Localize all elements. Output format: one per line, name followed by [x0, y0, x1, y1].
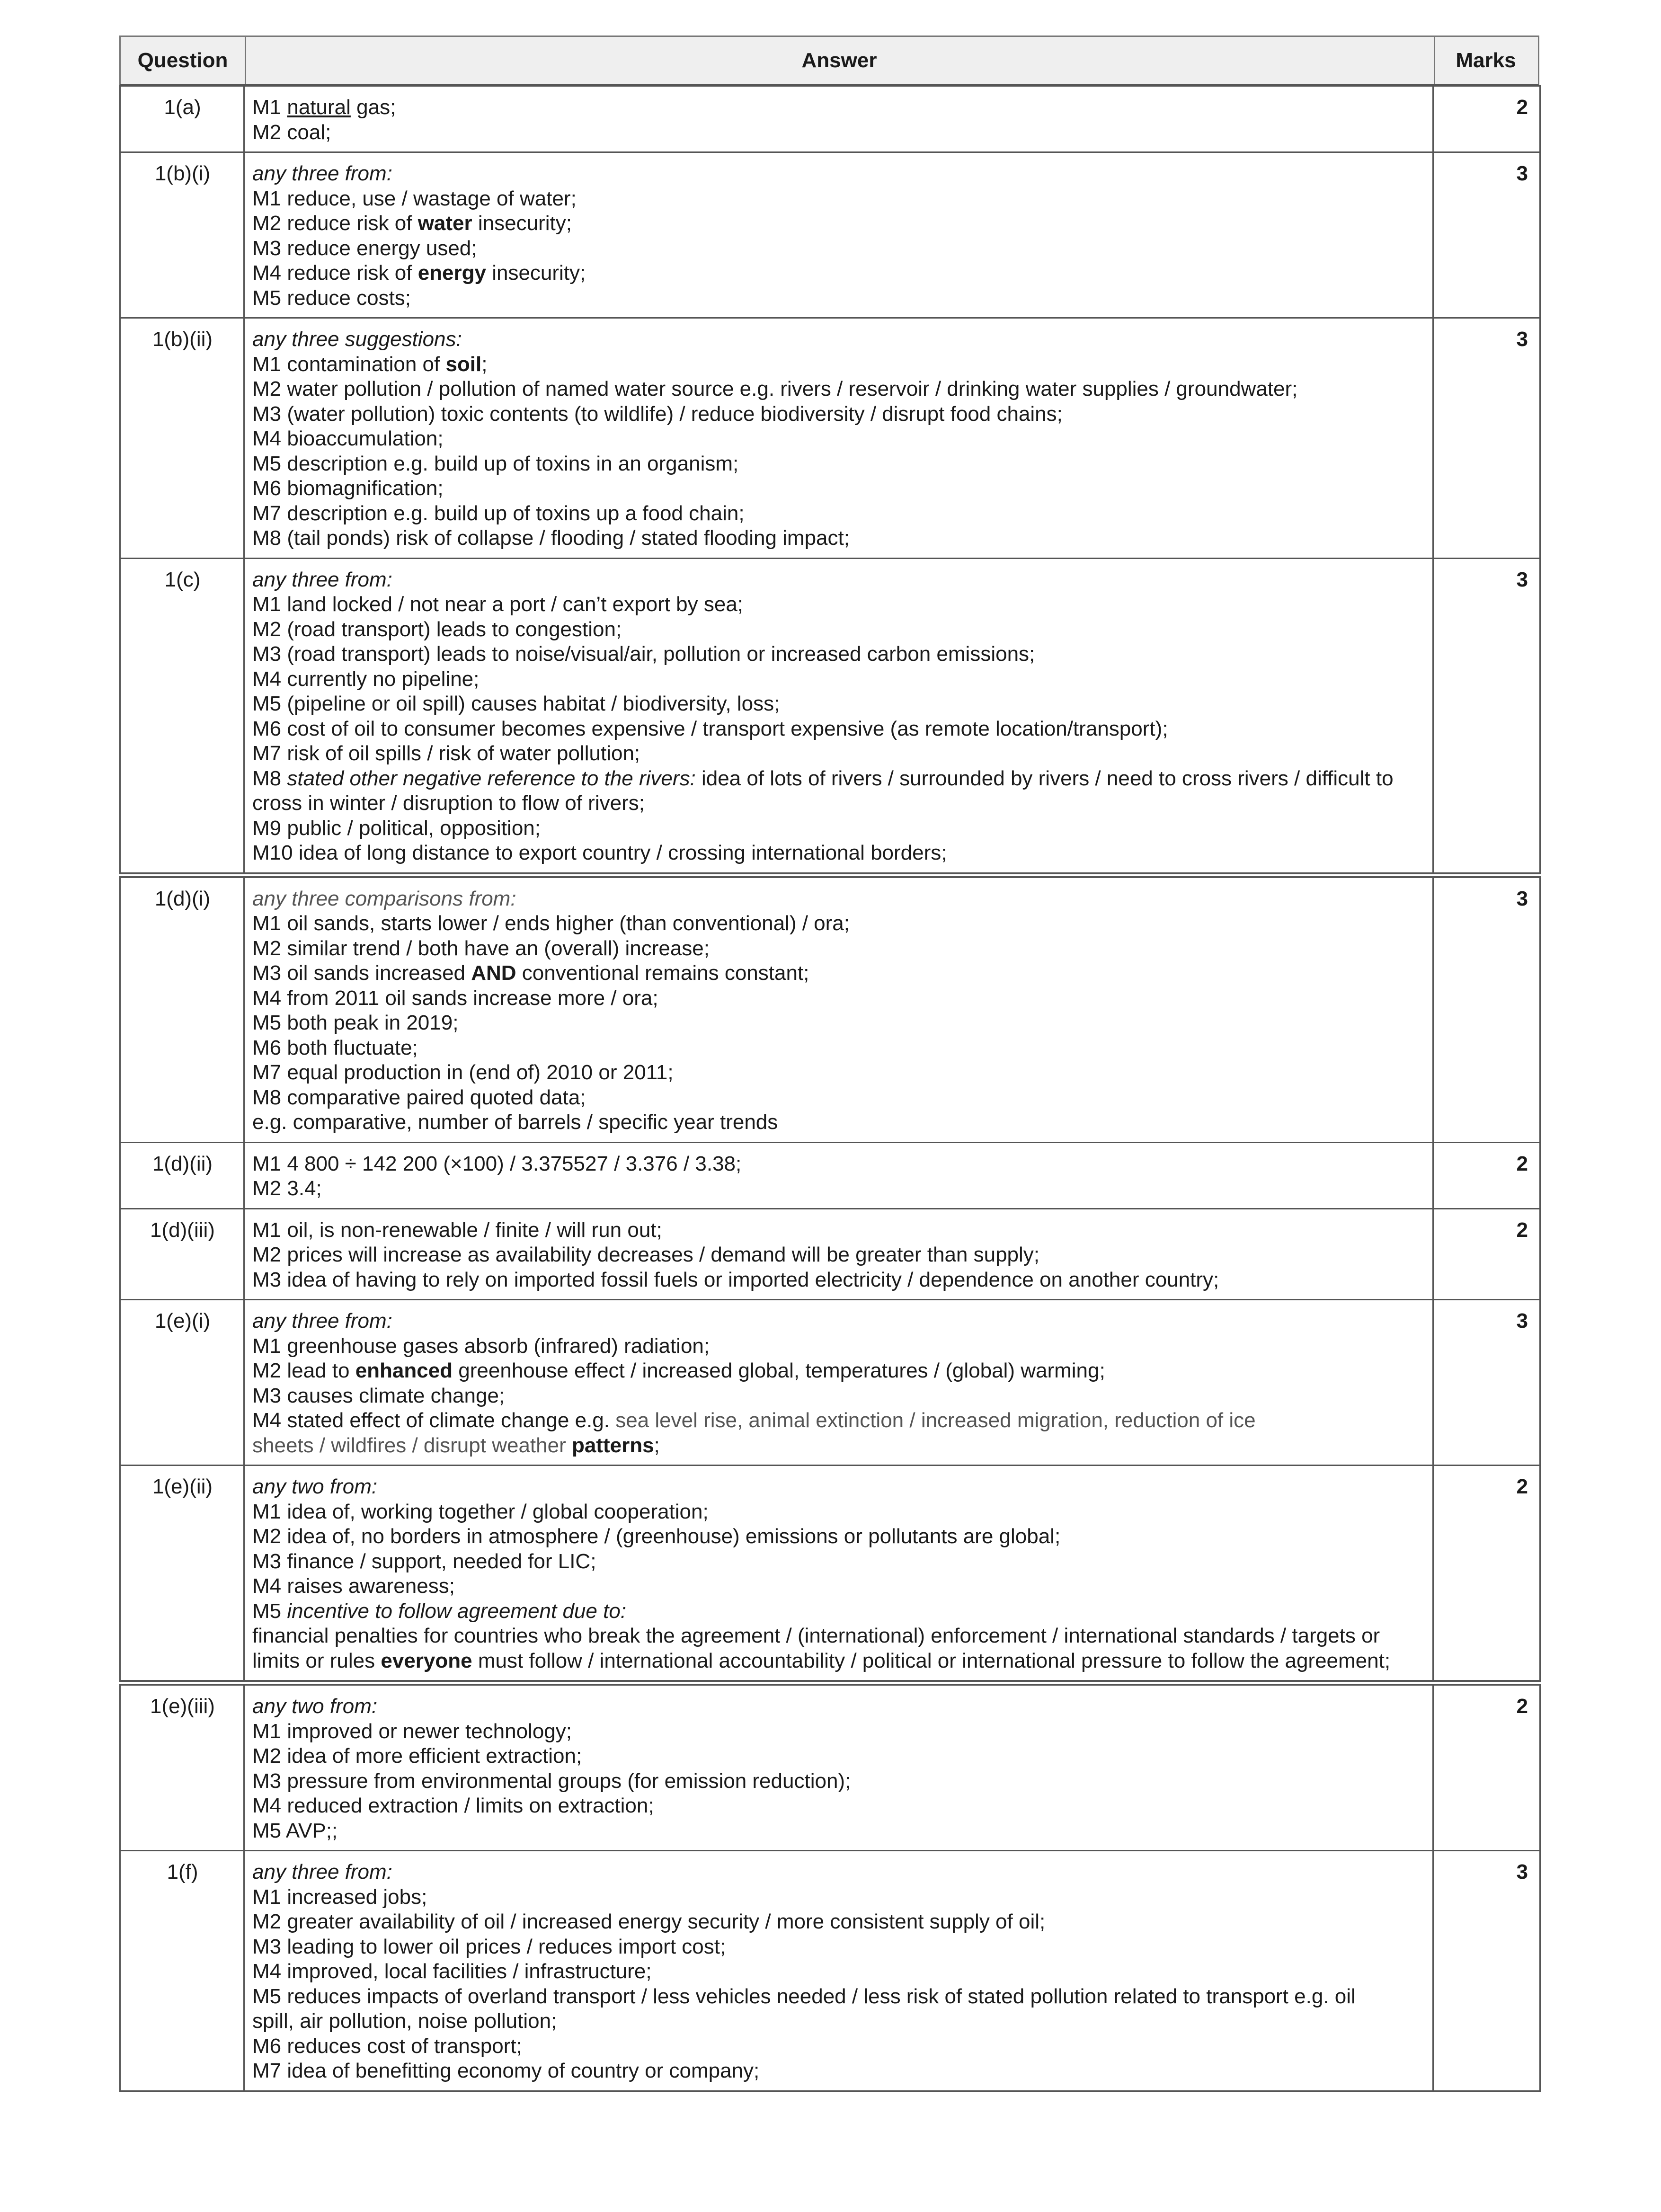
answer-text: energy [417, 261, 486, 284]
answer-line [252, 642, 1426, 667]
answer-text: any three from: [252, 568, 392, 591]
answer-text: M1 oil sands, starts lower / ends higher (than conventional) / ora; [252, 912, 850, 935]
question-number: 1(e)(iii) [120, 1683, 244, 1851]
answer-text: idea of lots of rivers / surrounded by rivers / need to cross rivers / difficult to [695, 766, 1394, 790]
answer-text: M8 [252, 766, 287, 790]
answer-line [252, 501, 1426, 526]
answer-text: M2 coal; [252, 120, 331, 144]
question-number: 1(d)(i) [120, 875, 244, 1143]
answer-cell [244, 86, 1433, 152]
answer-line [252, 526, 1426, 551]
marks-value: 3 [1433, 1300, 1540, 1466]
answer-text: M5 AVP;; [252, 1819, 338, 1842]
answer-text: any two from: [252, 1475, 378, 1498]
answer-text: M1 idea of, working together / global cooperation; [252, 1500, 709, 1523]
answer-cell [244, 318, 1433, 559]
answer-text: M7 equal production in (end of) 2010 or 2011; [252, 1061, 674, 1084]
answer-line [252, 1719, 1426, 1744]
answer-text: M1 land locked / not near a port / can’t export by sea; [252, 593, 744, 616]
answer-text: M1 reduce, use / wastage of water; [252, 187, 577, 210]
answer-line [252, 1334, 1426, 1359]
answer-line [252, 2009, 1426, 2034]
answer-text: M2 idea of, no borders in atmosphere / (greenhouse) emissions or pollutants are global; [252, 1525, 1061, 1548]
answer-text: any two from: [252, 1695, 378, 1718]
answer-line [252, 766, 1426, 791]
answer-text: everyone [381, 1649, 472, 1672]
answer-text: M4 reduce risk of [252, 261, 418, 284]
answer-text: M4 stated effect of climate change e.g. [252, 1409, 616, 1432]
table-row [120, 152, 1540, 318]
marks-value: 2 [1433, 1142, 1540, 1208]
answer-line [252, 2034, 1426, 2059]
answer-text: M5 both peak in 2019; [252, 1011, 459, 1034]
answer-text: M7 idea of benefitting economy of country or company; [252, 2059, 760, 2082]
answer-text: M5 (pipeline or oil spill) causes habitat / biodiversity, loss; [252, 692, 780, 715]
mark-scheme-table [119, 85, 1541, 2092]
marks-value: 2 [1433, 1683, 1540, 1851]
answer-line [252, 1599, 1426, 1624]
answer-cell [244, 558, 1433, 875]
answer-line [252, 1694, 1426, 1719]
answer-text: gas; [350, 96, 396, 119]
table-row [120, 1851, 1540, 2091]
answer-line [252, 1769, 1426, 1794]
answer-line [252, 1243, 1426, 1268]
answer-text: M3 oil sands increased [252, 961, 471, 985]
answer-text: limits or rules [252, 1649, 381, 1672]
answer-line [252, 1910, 1426, 1935]
answer-text: e.g. comparative, number of barrels / specific year trends [252, 1110, 778, 1134]
answer-line [252, 261, 1426, 286]
answer-line [252, 1959, 1426, 1984]
answer-line [252, 476, 1426, 501]
answer-text: M3 idea of having to rely on imported fossil fuels or imported electricity / dependence on another country; [252, 1268, 1219, 1291]
answer-text: M3 causes climate change; [252, 1384, 505, 1407]
answer-line [252, 1384, 1426, 1409]
answer-text: M4 improved, local facilities / infrastructure; [252, 1960, 652, 1983]
answer-line [252, 1744, 1426, 1769]
answer-text: M2 3.4; [252, 1177, 322, 1200]
answer-text: M3 pressure from environmental groups (for emission reduction); [252, 1769, 851, 1793]
answer-line [252, 1110, 1426, 1135]
answer-text: insecurity; [486, 261, 586, 284]
answer-line [252, 1359, 1426, 1384]
table-row [120, 1208, 1540, 1300]
answer-text: AND [471, 961, 516, 985]
answer-line [252, 1475, 1426, 1500]
answer-line [252, 120, 1426, 145]
answer-text: financial penalties for countries who break the agreement / (international) enforcement / international standards / targets or [252, 1624, 1380, 1647]
answer-line [252, 841, 1426, 866]
answer-text: M4 raises awareness; [252, 1574, 455, 1598]
answer-line [252, 236, 1426, 261]
answer-line [252, 95, 1426, 120]
marks-value: 3 [1433, 152, 1540, 318]
answer-line [252, 592, 1426, 617]
answer-text: M8 (tail ponds) risk of collapse / flooding / stated flooding impact; [252, 526, 850, 550]
answer-text: M4 reduced extraction / limits on extraction; [252, 1794, 654, 1817]
answer-line [252, 1935, 1426, 1960]
answer-line [252, 161, 1426, 187]
answer-line [252, 1011, 1426, 1036]
answer-line [252, 617, 1426, 642]
answer-line [252, 1624, 1426, 1649]
answer-text: incentive to follow agreement due to: [287, 1599, 627, 1623]
answer-cell [244, 1208, 1433, 1300]
answer-line [252, 1176, 1426, 1201]
answer-text: M3 (water pollution) toxic contents (to wildlife) / reduce biodiversity / disrupt food chains; [252, 402, 1063, 426]
answer-text: M10 idea of long distance to export country / crossing international borders; [252, 841, 947, 864]
answer-text: sea level rise, animal extinction / increased migration, reduction of ice [615, 1409, 1256, 1432]
mark-scheme [119, 36, 1539, 2092]
answer-line [252, 936, 1426, 961]
answer-text: greenhouse effect / increased global, temperatures / (global) warming; [453, 1359, 1105, 1382]
answer-text: M2 prices will increase as availability decreases / demand will be greater than supply; [252, 1243, 1040, 1266]
question-number: 1(c) [120, 558, 244, 875]
marks-value: 2 [1433, 1208, 1540, 1300]
answer-text: M3 (road transport) leads to noise/visual/air, pollution or increased carbon emissions; [252, 642, 1035, 666]
marks-value: 2 [1433, 86, 1540, 152]
marks-value: 2 [1433, 1466, 1540, 1683]
answer-line [252, 1574, 1426, 1599]
answer-line [252, 568, 1426, 593]
answer-line [252, 286, 1426, 311]
answer-line [252, 1885, 1426, 1910]
answer-line [252, 1819, 1426, 1844]
answer-text: insecurity; [472, 212, 572, 235]
answer-cell [244, 1300, 1433, 1466]
answer-text: M5 [252, 1599, 287, 1623]
answer-line [252, 352, 1426, 377]
answer-line [252, 791, 1426, 816]
marks-value: 3 [1433, 1851, 1540, 2091]
answer-line [252, 1524, 1426, 1549]
answer-line [252, 1218, 1426, 1243]
answer-text: M6 biomagnification; [252, 477, 444, 500]
marks-value: 3 [1433, 558, 1540, 875]
question-number: 1(b)(i) [120, 152, 244, 318]
answer-text: any three from: [252, 1309, 392, 1333]
table-row [120, 875, 1540, 1143]
answer-line [252, 1152, 1426, 1177]
answer-text: M1 4 800 ÷ 142 200 (×100) / 3.375527 / 3.376 / 3.38; [252, 1152, 742, 1175]
answer-text: M4 from 2011 oil sands increase more / ora; [252, 986, 658, 1010]
answer-line [252, 1649, 1426, 1674]
answer-text: M2 lead to [252, 1359, 355, 1382]
table-row [120, 1300, 1540, 1466]
answer-text: patterns [571, 1433, 654, 1457]
answer-line [252, 211, 1426, 236]
question-column-header: Question [121, 37, 246, 84]
table-row [120, 1142, 1540, 1208]
question-number: 1(d)(iii) [120, 1208, 244, 1300]
answer-line [252, 1794, 1426, 1819]
answer-text: ; [654, 1433, 660, 1457]
answer-text: M5 reduce costs; [252, 286, 411, 310]
answer-line [252, 911, 1426, 936]
answer-line [252, 741, 1426, 766]
table-row [120, 318, 1540, 559]
answer-line [252, 887, 1426, 912]
answer-text: any three from: [252, 1860, 392, 1883]
answer-text: M4 currently no pipeline; [252, 667, 480, 691]
answer-text: M1 contamination of [252, 352, 446, 376]
answer-line [252, 1433, 1426, 1458]
answer-line [252, 1036, 1426, 1061]
answer-line [252, 1860, 1426, 1885]
answer-line [252, 1085, 1426, 1110]
answer-text: M8 comparative paired quoted data; [252, 1085, 586, 1109]
answer-text: M1 greenhouse gases absorb (infrared) radiation; [252, 1334, 710, 1358]
answer-line [252, 1060, 1426, 1085]
answer-cell [244, 1142, 1433, 1208]
answer-line [252, 692, 1426, 717]
answer-text: water [417, 212, 472, 235]
answer-text: natural [287, 96, 351, 119]
answer-cell [244, 875, 1433, 1143]
table-row [120, 1683, 1540, 1851]
table-row [120, 1466, 1540, 1683]
answer-cell [244, 1683, 1433, 1851]
answer-text: M2 water pollution / pollution of named water source e.g. rivers / reservoir / drinking water supplies / groundwater; [252, 377, 1298, 400]
answer-text: M3 finance / support, needed for LIC; [252, 1549, 596, 1573]
question-number: 1(b)(ii) [120, 318, 244, 559]
answer-text: M2 greater availability of oil / increased energy security / more consistent supply of oil; [252, 1910, 1046, 1933]
table-row [120, 86, 1540, 152]
answer-text: conventional remains constant; [516, 961, 809, 985]
answer-line [252, 377, 1426, 402]
marks-value: 3 [1433, 875, 1540, 1143]
answer-text: M5 description e.g. build up of toxins in an organism; [252, 452, 739, 475]
answer-text: M2 similar trend / both have an (overall) increase; [252, 936, 710, 960]
answer-text: cross in winter / disruption to flow of rivers; [252, 791, 645, 815]
answer-line [252, 1549, 1426, 1574]
answer-line [252, 1408, 1426, 1433]
answer-text: M3 reduce energy used; [252, 236, 477, 260]
answer-text: soil [445, 352, 482, 376]
answer-text: spill, air pollution, noise pollution; [252, 2009, 557, 2033]
marks-column-header: Marks [1456, 48, 1516, 72]
answer-line [252, 187, 1426, 212]
question-number: 1(a) [120, 86, 244, 152]
question-number: 1(f) [120, 1851, 244, 2091]
answer-text: M7 risk of oil spills / risk of water pollution; [252, 742, 640, 765]
answer-line [252, 667, 1426, 692]
answer-text: enhanced [355, 1359, 453, 1382]
answer-column-header: Answer [245, 37, 1435, 84]
answer-text: M9 public / political, opposition; [252, 816, 541, 840]
answer-text: M1 improved or newer technology; [252, 1719, 572, 1743]
answer-text: M2 idea of more efficient extraction; [252, 1744, 582, 1768]
answer-text: M6 both fluctuate; [252, 1036, 418, 1059]
answer-text: M7 description e.g. build up of toxins up a food chain; [252, 501, 745, 525]
question-number: 1(d)(ii) [120, 1142, 244, 1208]
table-header [119, 36, 1539, 85]
answer-text: M3 leading to lower oil prices / reduces import cost; [252, 1935, 726, 1958]
table-row [120, 558, 1540, 875]
answer-text: sheets / wildfires / disrupt weather [252, 1433, 572, 1457]
answer-cell [244, 1466, 1433, 1683]
answer-text: any three comparisons from: [252, 887, 516, 910]
answer-line [252, 961, 1426, 986]
question-number: 1(e)(ii) [120, 1466, 244, 1683]
answer-text: M6 cost of oil to consumer becomes expensive / transport expensive (as remote location/transport); [252, 717, 1168, 740]
answer-line [252, 402, 1426, 427]
answer-line [252, 986, 1426, 1011]
answer-text: ; [481, 352, 488, 376]
answer-text: M2 (road transport) leads to congestion; [252, 617, 622, 641]
answer-line [252, 1268, 1426, 1293]
answer-text: any three from: [252, 162, 392, 185]
answer-cell [244, 152, 1433, 318]
answer-text: M5 reduces impacts of overland transport / less vehicles needed / less risk of stated pollution related to transport e.g. oil [252, 1984, 1356, 2008]
answer-text: must follow / international accountability / political or international pressure to follow the agreement; [472, 1649, 1391, 1672]
answer-line [252, 426, 1426, 452]
answer-text: M4 bioaccumulation; [252, 427, 444, 450]
answer-text: M1 oil, is non-renewable / finite / will run out; [252, 1218, 662, 1242]
marks-value: 3 [1433, 318, 1540, 559]
answer-line [252, 1309, 1426, 1334]
answer-line [252, 1984, 1426, 2009]
answer-line [252, 1500, 1426, 1525]
answer-line [252, 717, 1426, 742]
question-number: 1(e)(i) [120, 1300, 244, 1466]
answer-line [252, 816, 1426, 841]
answer-text: stated other negative reference to the rivers: [287, 766, 696, 790]
answer-text: M6 reduces cost of transport; [252, 2034, 522, 2058]
answer-text: M2 reduce risk of [252, 212, 418, 235]
answer-line [252, 327, 1426, 352]
answer-line [252, 452, 1426, 477]
answer-text: any three suggestions: [252, 328, 462, 351]
answer-cell [244, 1851, 1433, 2091]
answer-line [252, 2059, 1426, 2084]
answer-text: M1 increased jobs; [252, 1885, 427, 1909]
answer-text: M1 [252, 96, 287, 119]
